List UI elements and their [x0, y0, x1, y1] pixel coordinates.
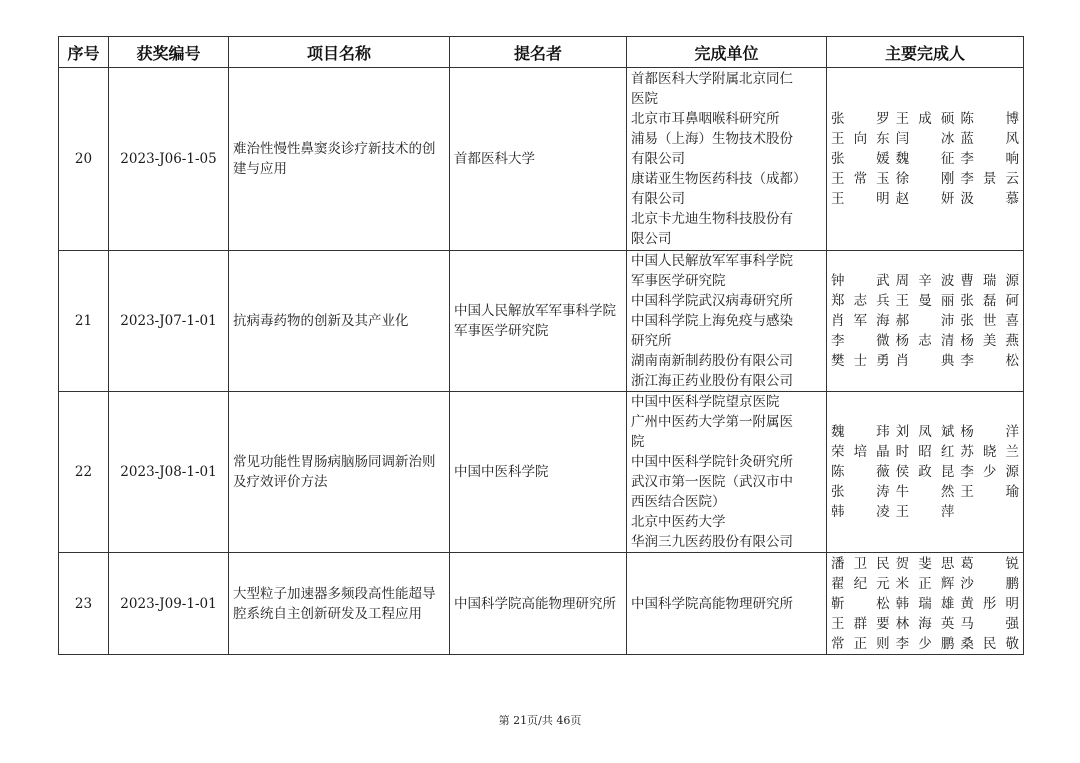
- row-project-name: 大型粒子加速器多频段高性能超导腔系统自主创新研发及工程应用: [229, 553, 450, 655]
- unit-line: 西医结合医院）: [631, 494, 726, 510]
- person-name: 韩瑞雄: [895, 595, 955, 612]
- person-name: 张世喜: [960, 313, 1019, 329]
- person-name: 米正辉: [895, 575, 955, 592]
- person-name: 王曼丽: [895, 293, 955, 309]
- person-name: 荣培晶: [831, 444, 890, 460]
- table-row: [59, 553, 1024, 655]
- person-name: 林海英: [895, 615, 955, 632]
- row-award-no: 2023-J09-1-01: [109, 553, 229, 655]
- person-name: 张磊砢: [960, 293, 1019, 309]
- unit-line: 浦易（上海）生物技术股份: [631, 131, 793, 147]
- unit-line: 研究所: [631, 333, 672, 349]
- unit-line: 湖南南新制药股份有限公司: [631, 353, 793, 369]
- person-name: 翟纪元: [831, 575, 890, 592]
- row-award-no: 2023-J08-1-01: [109, 392, 229, 553]
- person-name: 郝 沛: [895, 313, 955, 329]
- unit-line: 华润三九医药股份有限公司: [631, 534, 793, 550]
- row-units: [627, 392, 827, 553]
- header-row: [59, 37, 1024, 68]
- person-name: 周辛波: [895, 273, 955, 289]
- person-name: 王 明: [831, 191, 890, 207]
- unit-line: 北京市耳鼻咽喉科研究所: [631, 111, 780, 127]
- person-name: 王 瑜: [960, 484, 1019, 500]
- person-name: 陈 薇: [831, 464, 890, 480]
- person-name: 侯政昆: [895, 464, 955, 480]
- person-name: 肖军海: [831, 313, 890, 329]
- row-people: [827, 68, 1024, 251]
- person-name: 张 罗: [831, 111, 890, 127]
- unit-line: 浙江海正药业股份有限公司: [631, 373, 793, 389]
- row-units: [627, 68, 827, 251]
- people-grid: [831, 554, 1019, 654]
- unit-line: 首都医科大学附属北京同仁: [631, 71, 793, 87]
- person-name: [960, 502, 1019, 522]
- row-project-name: 常见功能性胃肠病脑肠同调新治则及疗效评价方法: [229, 392, 450, 553]
- person-name: 牛 然: [895, 484, 955, 500]
- unit-line: 康诺亚生物医药科技（成都）: [631, 171, 807, 187]
- unit-line: 有限公司: [631, 191, 685, 207]
- people-grid: [831, 422, 1019, 522]
- unit-line: 中国中医科学院望京医院: [631, 394, 780, 410]
- person-name: 韩 凌: [831, 504, 890, 520]
- row-seq: 22: [59, 392, 109, 553]
- person-name: 王向东: [831, 131, 890, 147]
- person-name: 魏 征: [895, 151, 955, 167]
- unit-line: 限公司: [631, 231, 672, 247]
- person-name: 李 响: [960, 151, 1019, 167]
- person-name: 张 媛: [831, 151, 890, 167]
- header-nominator: 提名者: [450, 37, 627, 68]
- person-name: 钟 武: [831, 273, 890, 289]
- person-name: 杨 洋: [960, 424, 1019, 440]
- person-name: 杨美燕: [960, 333, 1019, 349]
- person-name: 赵 妍: [895, 191, 955, 207]
- person-name: 李少源: [960, 464, 1019, 480]
- unit-line: 中国科学院高能物理研究所: [631, 595, 793, 612]
- people-grid: [831, 109, 1019, 209]
- unit-line: 北京卡尤迪生物科技股份有: [631, 211, 793, 227]
- row-project-name: 难治性慢性鼻窦炎诊疗新技术的创建与应用: [229, 68, 450, 251]
- person-name: 王成硕: [895, 111, 955, 127]
- person-name: 张 涛: [831, 484, 890, 500]
- table-row: [59, 392, 1024, 553]
- person-name: 王常玉: [831, 171, 890, 187]
- row-people: [827, 251, 1024, 392]
- row-award-no: 2023-J07-1-01: [109, 251, 229, 392]
- unit-line: 院: [631, 434, 645, 450]
- person-name: 黄彤明: [960, 595, 1019, 612]
- unit-line: 中国人民解放军军事科学院: [631, 253, 793, 269]
- person-name: 陈 博: [960, 111, 1019, 127]
- table-row: [59, 68, 1024, 251]
- person-name: 魏 玮: [831, 424, 890, 440]
- person-name: 肖 典: [895, 353, 955, 369]
- row-nominator: 中国科学院高能物理研究所: [450, 553, 627, 655]
- person-name: 樊士勇: [831, 353, 890, 369]
- header-project: 项目名称: [229, 37, 450, 68]
- person-name: 杨志清: [895, 333, 955, 349]
- person-name: 闫 冰: [895, 131, 955, 147]
- person-name: 潘卫民: [831, 555, 890, 572]
- person-name: 苏晓兰: [960, 444, 1019, 460]
- person-name: 蓝 风: [960, 131, 1019, 147]
- row-award-no: 2023-J06-1-05: [109, 68, 229, 251]
- header-units: 完成单位: [627, 37, 827, 68]
- header-award-no: 获奖编号: [109, 37, 229, 68]
- person-name: 刘凤斌: [895, 424, 955, 440]
- person-name: 曹瑞源: [960, 273, 1019, 289]
- unit-line: 广州中医药大学第一附属医: [631, 414, 793, 430]
- person-name: 马 强: [960, 615, 1019, 632]
- unit-line: 武汉市第一医院（武汉市中: [631, 474, 793, 490]
- unit-line: 中国中医科学院针灸研究所: [631, 454, 793, 470]
- header-people: 主要完成人: [827, 37, 1024, 68]
- awards-table: [58, 36, 1024, 655]
- row-people: [827, 553, 1024, 655]
- person-name: 王群要: [831, 615, 890, 632]
- row-units: [627, 553, 827, 655]
- row-nominator: 中国人民解放军军事科学院军事医学研究院: [450, 251, 627, 392]
- row-seq: 23: [59, 553, 109, 655]
- row-units: [627, 251, 827, 392]
- person-name: 李 微: [831, 333, 890, 349]
- person-name: 王 萍: [895, 504, 955, 520]
- header-seq: 序号: [59, 37, 109, 68]
- row-project-name: 抗病毒药物的创新及其产业化: [229, 251, 450, 392]
- page-footer: 第 21页/共 46页: [498, 714, 582, 727]
- unit-line: 中国科学院上海免疫与感染: [631, 313, 793, 329]
- row-people: [827, 392, 1024, 553]
- row-seq: 20: [59, 68, 109, 251]
- table-row: [59, 251, 1024, 392]
- unit-line: 有限公司: [631, 151, 685, 167]
- person-name: 徐 刚: [895, 171, 955, 187]
- unit-line: 医院: [631, 91, 658, 107]
- unit-line: 中国科学院武汉病毒研究所: [631, 293, 793, 309]
- row-seq: 21: [59, 251, 109, 392]
- person-name: 沙 鹏: [960, 575, 1019, 592]
- person-name: 李景云: [960, 171, 1019, 187]
- person-name: 李少鹏: [895, 635, 955, 652]
- person-name: 郑志兵: [831, 293, 890, 309]
- row-nominator: 首都医科大学: [450, 68, 627, 251]
- row-nominator: 中国中医科学院: [450, 392, 627, 553]
- unit-line: 军事医学研究院: [631, 273, 726, 289]
- person-name: 常正则: [831, 635, 890, 652]
- person-name: 贺斐思: [895, 555, 955, 572]
- person-name: 葛 锐: [960, 555, 1019, 572]
- people-grid: [831, 271, 1019, 371]
- person-name: 桑民敬: [960, 635, 1019, 652]
- person-name: 汲 慕: [960, 191, 1019, 207]
- person-name: 时昭红: [895, 444, 955, 460]
- person-name: 李 松: [960, 353, 1019, 369]
- person-name: 靳 松: [831, 595, 890, 612]
- unit-line: 北京中医药大学: [631, 514, 726, 530]
